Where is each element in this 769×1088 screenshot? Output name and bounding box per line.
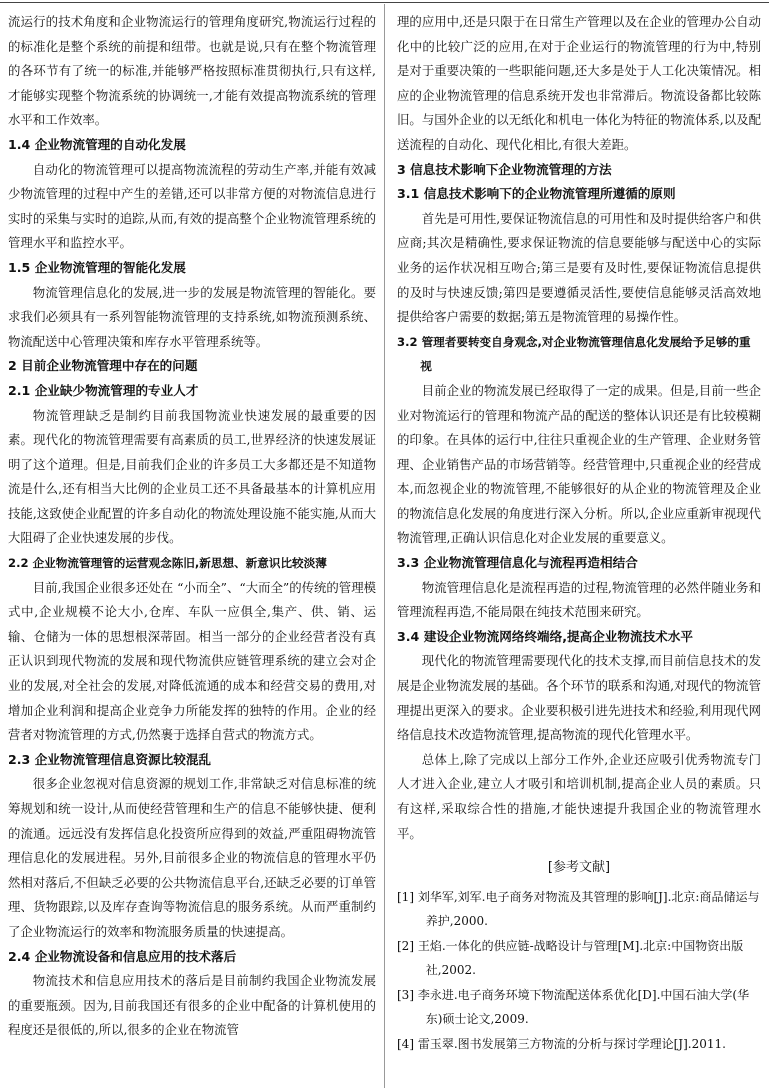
heading-2-1: 2.1 企业缺少物流管理的专业人才 xyxy=(8,382,199,398)
heading-3: 3 信息技术影响下企业物流管理的方法 xyxy=(397,161,612,177)
paragraph-3-2: 目前企业的物流发展已经取得了一定的成果。但是,目前一些企业对物流运行的管理和物流产品的配送的整体认识还是有比较模糊的印象。在具体的运行中,往往只重视企业的生产管理、企业财务管理、企业销售产品的市场营销等。经营管理中,只重视企业的经营成本,而忽视企业的物流管理,不能够很好的从企业的物流管理及企业的物流信息化发展的角度进行深入分析。所以,企业应重新审视现代物流管理,正确认识信息化对企业发展的重要意义。 xyxy=(397,382,761,546)
heading-1-4: 1.4 企业物流管理的自动化发展 xyxy=(8,136,186,152)
reference-item: [4] 雷玉翠.图书发展第三方物流的分析与探讨学理论[J].2011. xyxy=(397,1036,726,1051)
paragraph-3-1: 首先是可用性,要保证物流信息的可用性和及时提供给客户和供应商;其次是精确性,要求保证物流的信息要能够与配送中心的实际业务的运作状况相互吻合;第三是要有及时性,要保证物流信息提供的及时与快速反馈;第四是要遵循灵活性,要使信息能够灵活高效地提供给客户需要的数据;第五是物流管理的易操作性。 xyxy=(397,210,761,325)
heading-2-3: 2.3 企业物流管理信息资源比较混乱 xyxy=(8,751,212,767)
heading-2-4: 2.4 企业物流设备和信息应用的技术落后 xyxy=(8,948,237,964)
paragraph-1-4: 自动化的物流管理可以提高物流流程的劳动生产率,并能有效减少物流管理的过程中产生的差错,还可以非常方便的对物流信息进行实时的采集与实时的追踪,从而,有效的提高整个企业物流管理系统的管理水平和监控水平。 xyxy=(8,161,376,251)
heading-3-3: 3.3 企业物流管理信息化与流程再造相结合 xyxy=(397,555,638,571)
summary-paragraph: 总体上,除了完成以上部分工作外,企业还应吸引优秀物流专门人才进入企业,建立人才吸引和培训机制,提高企业人员的素质。只有这样,采取综合性的措施,才能快速提升我国企业的物流管理水平。 xyxy=(397,751,761,841)
heading-3-4: 3.4 建设企业物流网络终端络,提高企业物流技术水平 xyxy=(397,628,693,644)
heading-2-2: 2.2 企业物流管理管的运营观念陈旧,新思想、新意识比较淡薄 xyxy=(8,556,327,571)
heading-2: 2 目前企业物流管理中存在的问题 xyxy=(8,358,198,374)
continuation-paragraph: 理的应用中,还是只限于在日常生产管理以及在企业的管理办公自动化中的比较广泛的应用,在对于企业运行的物流管理的行为中,特别是对于重要决策的一些职能问题,还大多是处于人工化决策情况。相应的企业物流管理的信息系统开发也非常滞后。物流设备都比较陈旧。与国外企业的以无纸化和机电一体化为特征的物流体系,以及配送流程的自动化、现代化相比,有很大差距。 xyxy=(397,14,761,152)
paragraph-2-1: 物流管理缺乏是制约目前我国物流业快速发展的最重要的因素。现代化的物流管理需要有高素质的员工,世界经济的快速发展证明了这个道理。但是,目前我们企业的许多员工大多都还是不知道物流是什么,还有相当大比例的企业员工还不具备最基本的计算机应用技能,这致使企业配置的许多自动化的物流处理设施不能实施,从而大大阻碍了企业快速发展的步伐。 xyxy=(8,407,376,546)
paragraph-3-3: 物流管理信息化是流程再造的过程,物流管理的必然伴随业务和管理流程再造,不能局限在纯技术范围来研究。 xyxy=(397,579,761,620)
top-rule xyxy=(0,2,769,3)
reference-item: [3] 李永进.电子商务环境下物流配送体系优化[D].中国石油大学(华东)硕士论文,2009. xyxy=(397,987,750,1027)
references-title: [参考文献] xyxy=(547,860,611,876)
left-column xyxy=(8,10,376,1043)
right-column xyxy=(397,10,761,1056)
heading-3-2: 3.2 管理者要转变自身观念,对企业物流管理信息化发展给予足够的重视 xyxy=(397,334,751,374)
paragraph-2-4: 物流技术和信息应用技术的落后是目前制约我国企业物流发展的重要瓶颈。因为,目前我国还有很多的企业中配备的计算机使用的程度还是很低的,所以,很多的企业在物流管 xyxy=(8,973,376,1038)
reference-item: [2] 王焰.一体化的供应链-战略设计与管理[M].北京:中国物资出版社,2002. xyxy=(397,938,744,978)
heading-3-1: 3.1 信息技术影响下的企业物流管理所遵循的原则 xyxy=(397,186,676,202)
heading-1-5: 1.5 企业物流管理的智能化发展 xyxy=(8,259,186,275)
paragraph-2-3: 很多企业忽视对信息资源的规划工作,非常缺乏对信息标准的统筹规划和统一设计,从而使经营管理和生产的信息不能够快捷、便利的流通。远远没有发挥信息化投资所应得到的效益,严重阻碍物流管理信息化的发展进程。另外,目前很多企业的物流信息的管理水平仍然相对落后,不但缺乏必要的公共物流信息平台,还缺乏必要的订单管理、货物跟踪,以及库存查询等物流信息的服务系统。从而严重制约了企业物流运行的效率和物流服务质量的快速提高。 xyxy=(8,776,376,939)
intro-paragraph: 流运行的技术角度和企业物流运行的管理角度研究,物流运行过程的的标准化是整个系统的前提和纽带。也就是说,只有在整个物流管理的各环节有了统一的标准,并能够严格按照标准贯彻执行,只有这样,才能够实现整个物流系统的协调统一,才能有效提高物流系统的管理水平和工作效率。 xyxy=(8,14,376,128)
paragraph-2-2: 目前,我国企业很多还处在 “小而全”、“大而全”的传统的管理模式中,企业规模不论大小,仓库、车队一应俱全,集产、供、销、运输、仓储为一体的思想根深蒂固。相当一部分的企业经营者没有真正认识到现代物流的发展和现代物流供应链管理系统的建立会对企业的发展,对全社会的发展,对降低流通的成本和经营交易的费用,对增加企业利润和提高企业竞争力所能发挥的独特的作用。企业的经营者对物流管理的方式,仍然裹于选择自营式的物流方式。 xyxy=(8,579,376,743)
paragraph-1-5: 物流管理信息化的发展,进一步的发展是物流管理的智能化。要求我们必须具有一系列智能物流管理的支持系统,如物流预测系统、物流配送中心管理决策和库存水平管理系统等。 xyxy=(8,284,376,349)
reference-item: [1] 刘华军,刘军.电子商务对物流及其管理的影响[J].北京:商品储运与养护,2000. xyxy=(397,889,760,929)
paragraph-3-4: 现代化的物流管理需要现代化的技术支撑,而目前信息技术的发展是企业物流发展的基础。各个环节的联系和沟通,对现代的物流管理提出更深入的要求。企业要积极引进先进技术和经验,利用现代网络信息技术改造物流管理,提高物流的现代化管理水平。 xyxy=(397,653,761,743)
column-divider xyxy=(384,4,385,1088)
